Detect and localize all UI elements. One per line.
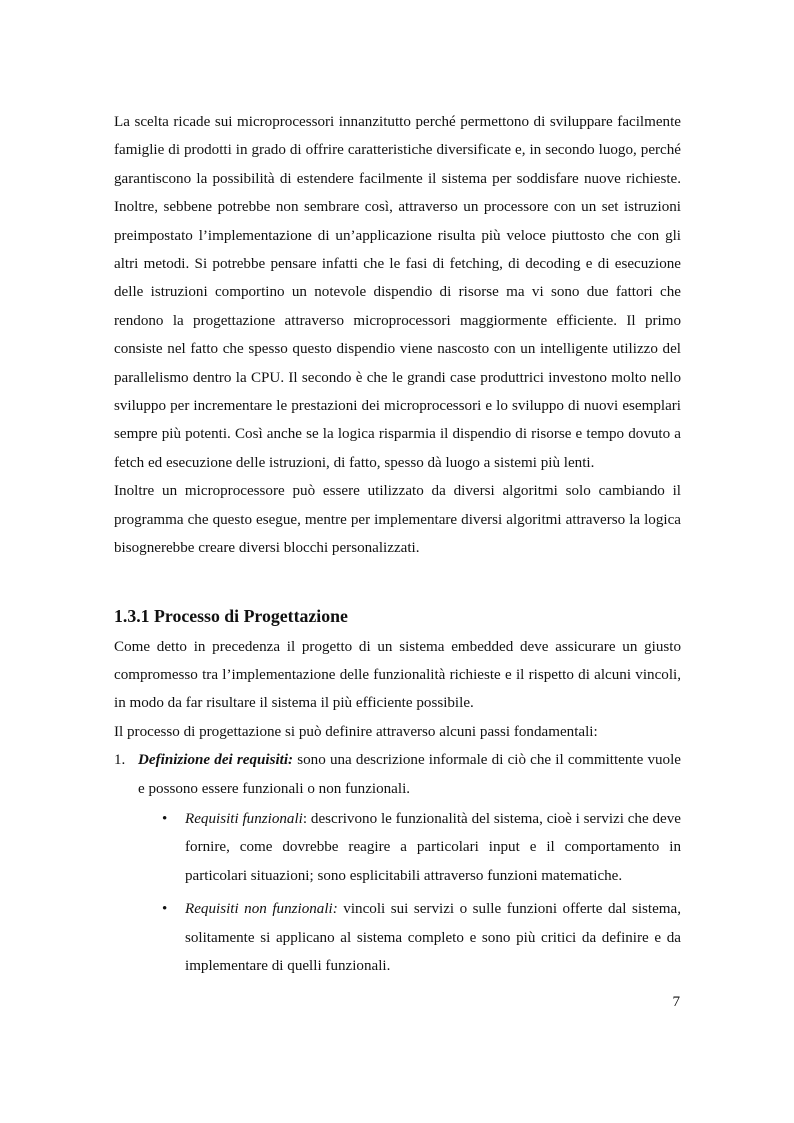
section-paragraph: Come detto in precedenza il progetto di un sistema embedded deve assicurare un giusto compromesso tra l’implementazione delle funzionalità richieste e il rispetto di alcuni vincoli, in modo da far risultare il sistema il più efficiente possibile. xyxy=(114,638,681,712)
bullet-icon: • xyxy=(162,810,168,827)
document-page xyxy=(114,108,681,985)
intro-paragraph: La scelta ricade sui microprocessori innanzitutto perché permettono di sviluppare facilmente famiglie di prodotti in grado di offrire caratteristiche diversificate e, in secondo luogo, perché garantiscono la possibilità di estendere facilmente il sistema per soddisfare nuove richieste. Inoltre, sebbene potrebbe non sembrare così, attraverso un processore con un set istruzioni preimpostato l’implementazione di un’applicazione risulta più veloce piuttosto che con gli altri metodi. Si potrebbe pensare infatti che le fasi di fetching, di decoding e di esecuzione delle istruzioni comportino un notevole dispendio di risorse ma vi sono due fattori che rendono la progettazione attraverso microprocessori maggiormente efficiente. Il primo consiste nel fatto che spesso questo dispendio viene nascosto con un intelligente utilizzo del parallelismo dentro la CPU. Il secondo è che le grandi case produttrici investono molto nello sviluppo per incrementare le prestazioni dei microprocessori e lo sviluppo di nuovi esemplari sempre più potenti. Così anche se la logica risparmia il dispendio di risorse e tempo dovuto a fetch ed esecuzione delle istruzioni, di fatto, spesso dà luogo a sistemi più lenti. xyxy=(114,114,681,471)
bullet-functional-requirements xyxy=(162,805,681,890)
page-number: 7 xyxy=(672,994,680,1010)
bullet-text xyxy=(185,805,681,890)
list-item-term: Definizione dei requisiti: xyxy=(138,752,294,769)
section-heading: 1.3.1 Processo di Progettazione xyxy=(114,605,348,626)
bullet-term: Requisiti non funzionali: xyxy=(185,901,338,918)
bullet-nonfunctional-requirements xyxy=(162,895,681,980)
list-item-body xyxy=(138,746,681,803)
list-item-requirements xyxy=(114,746,681,803)
bullet-icon: • xyxy=(162,901,168,918)
bullet-description: vincoli sui servizi o sulle funzioni offerte dal sistema, solitamente si applicano al sistema completo e sono più critici da definire e da implementare di quelli funzionali. xyxy=(185,901,682,974)
requirements-bullet-list xyxy=(114,805,681,980)
list-item-number: 1. xyxy=(114,752,126,769)
list-item-text: sono una descrizione informale di ciò che il committente vuole e possono essere funzionali o non funzionali. xyxy=(138,752,681,797)
steps-intro-paragraph: Il processo di progettazione si può definire attraverso alcuni passi fondamentali: xyxy=(114,723,598,740)
microprocessor-paragraph: Inoltre un microprocessore può essere utilizzato da diversi algoritmi solo cambiando il programma che questo esegue, mentre per implementare diversi algoritmi attraverso la logica bisognerebbe creare diversi blocchi personalizzati. xyxy=(114,483,681,557)
bullet-text xyxy=(185,895,681,980)
bullet-term: Requisiti funzionali xyxy=(185,810,303,827)
bullet-description: : descrivono le funzionalità del sistema, cioè i servizi che deve fornire, come dovrebbe reagire a particolari input e il comportamento in particolari situazioni; sono esplicitabili attraverso funzioni matematiche. xyxy=(185,810,681,884)
